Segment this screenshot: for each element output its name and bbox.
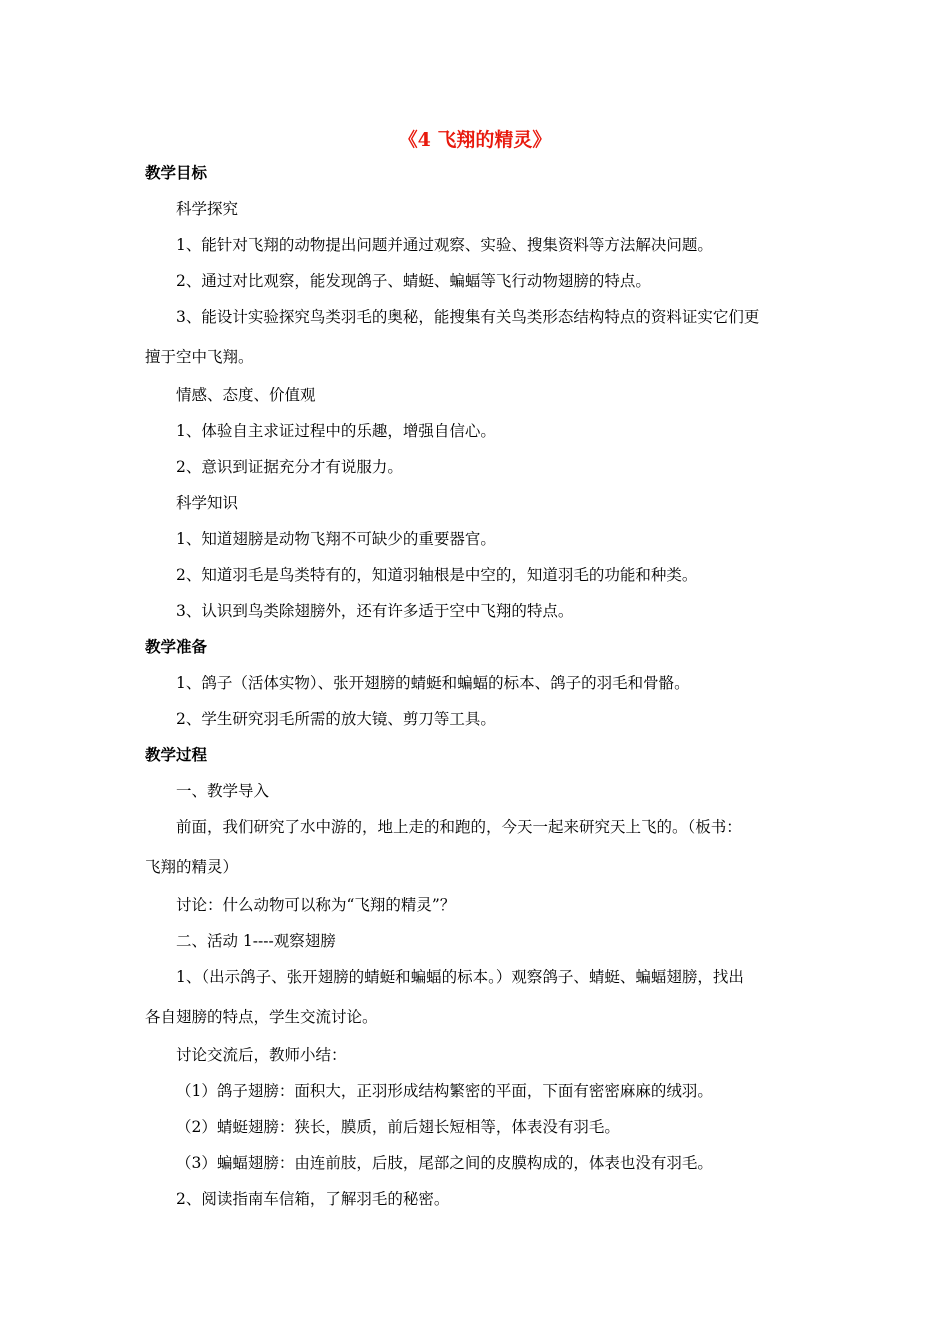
paragraph-continuation: 各自翅膀的特点，学生交流讨论。 <box>145 1008 378 1026</box>
subheading-intro: 一、教学导入 <box>176 782 270 800</box>
paragraph: 2、学生研究羽毛所需的放大镜、剪刀等工具。 <box>176 710 496 728</box>
section-heading-prep: 教学准备 <box>145 637 208 656</box>
list-item: （1）鸽子翅膀：面积大，正羽形成结构繁密的平面，下面有密密麻麻的绒羽。 <box>176 1082 713 1100</box>
document-title: 《4 飞翔的精灵》 <box>398 129 552 151</box>
paragraph: 3、认识到鸟类除翅膀外，还有许多适于空中飞翔的特点。 <box>176 602 574 620</box>
paragraph-continuation: 飞翔的精灵） <box>145 858 239 876</box>
paragraph-continuation: 擅于空中飞翔。 <box>145 348 254 366</box>
section-heading-process: 教学过程 <box>145 745 208 764</box>
paragraph: 前面，我们研究了水中游的，地上走的和跑的，今天一起来研究天上飞的。（板书： <box>176 818 742 836</box>
list-item: （3）蝙蝠翅膀：由连前肢，后肢，尾部之间的皮膜构成的，体表也没有羽毛。 <box>176 1154 713 1172</box>
paragraph: 2、阅读指南车信箱，了解羽毛的秘密。 <box>176 1190 450 1208</box>
paragraph: 讨论交流后，教师小结： <box>176 1046 347 1064</box>
paragraph: 1、鸽子（活体实物）、张开翅膀的蜻蜓和蝙蝠的标本、鸽子的羽毛和骨骼。 <box>176 674 690 692</box>
subheading-activity-1: 二、活动 1----观察翅膀 <box>176 932 336 950</box>
paragraph: 讨论：什么动物可以称为“飞翔的精灵”？ <box>176 896 456 914</box>
paragraph: 2、知道羽毛是鸟类特有的，知道羽轴根是中空的，知道羽毛的功能和种类。 <box>176 566 698 584</box>
paragraph: 1、知道翅膀是动物飞翔不可缺少的重要器官。 <box>176 530 496 548</box>
list-item: （2）蜻蜓翅膀：狭长，膜质，前后翅长短相等，体表没有羽毛。 <box>176 1118 620 1136</box>
paragraph: 2、意识到证据充分才有说服力。 <box>176 458 403 476</box>
paragraph: 3、能设计实验探究鸟类羽毛的奥秘，能搜集有关鸟类形态结构特点的资料证实它们更 <box>176 308 760 326</box>
paragraph: 1、体验自主求证过程中的乐趣，增强自信心。 <box>176 422 496 440</box>
paragraph: 2、通过对比观察，能发现鸽子、蜻蜓、蝙蝠等飞行动物翅膀的特点。 <box>176 272 651 290</box>
paragraph: 1、能针对飞翔的动物提出问题并通过观察、实验、搜集资料等方法解决问题。 <box>176 236 713 254</box>
subheading-emotion: 情感、态度、价值观 <box>176 386 316 404</box>
paragraph: 1、（出示鸽子、张开翅膀的蜻蜓和蝙蝠的标本。）观察鸽子、蜻蜓、蝙蝠翅膀，找出 <box>176 968 744 986</box>
subheading-science-knowledge: 科学知识 <box>176 494 239 512</box>
section-heading-goals: 教学目标 <box>145 163 208 182</box>
subheading-science-inquiry: 科学探究 <box>176 200 239 218</box>
